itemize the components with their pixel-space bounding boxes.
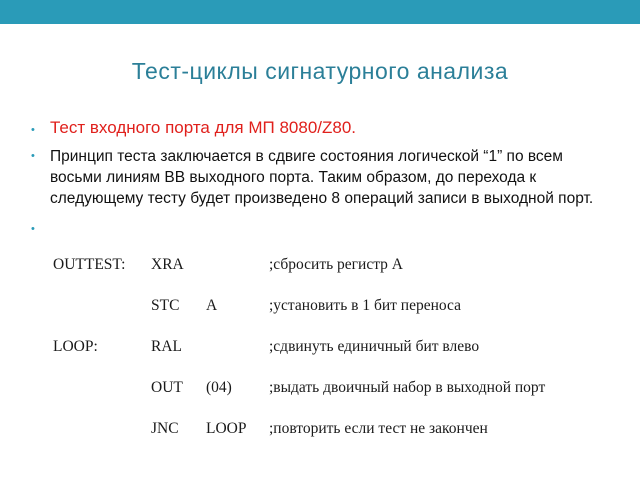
code-label: OUTTEST: (53, 256, 126, 273)
code-comment: ;выдать двоичный набор в выходной порт (269, 379, 546, 396)
bullet-item-test-port (28, 116, 608, 140)
bullet-list (28, 116, 608, 235)
code-operand: LOOP (206, 420, 247, 437)
code-operand: A (206, 297, 218, 314)
bullet-text: Тест входного порта для МП 8080/Z80. (50, 118, 357, 137)
top-accent-bar (0, 0, 640, 24)
bullet-icon: • (31, 124, 35, 136)
bullet-item-empty (28, 219, 608, 235)
code-comment: ;повторить если тест не закончен (269, 420, 488, 437)
code-opcode: RAL (151, 338, 182, 355)
code-operand: (04) (206, 379, 232, 396)
code-comment: ;установить в 1 бит переноса (269, 297, 461, 314)
code-comment: ;сдвинуть единичный бит влево (269, 338, 480, 355)
code-opcode: STC (151, 297, 180, 314)
bullet-icon: • (31, 150, 35, 162)
bullet-item-principle (28, 146, 608, 209)
slide-title: Тест-циклы сигнатурного анализа (131, 58, 509, 84)
bullet-text: Принцип теста заключается в сдвиге состояния логической “1” по всем восьми линиям ВВ выходного порта. Таким образом, до перехода к следующему тесту будет произведено 8 операций записи в выходной порт. (50, 148, 594, 207)
code-label: LOOP: (53, 338, 98, 355)
code-opcode: XRA (151, 256, 184, 273)
code-comment: ;сбросить регистр A (269, 256, 403, 273)
code-opcode: JNC (151, 420, 179, 437)
code-opcode: OUT (151, 379, 183, 396)
bullet-icon: • (31, 223, 35, 235)
